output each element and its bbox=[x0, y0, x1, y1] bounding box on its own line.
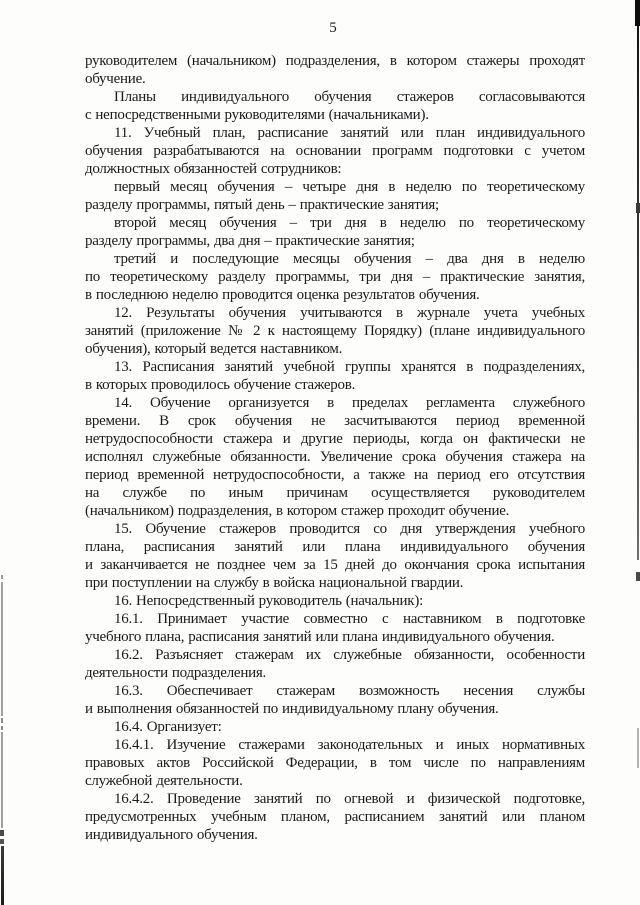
text-line: правовых актов Российской Федерации, в том числе по направлениям bbox=[85, 755, 585, 771]
text-line: (начальником) подразделения, в котором стажер проходит обучение. bbox=[85, 503, 510, 519]
text-line: разделу программы, два дня – практические занятия; bbox=[85, 233, 415, 249]
paragraph bbox=[85, 124, 585, 178]
text-line: и заканчивается не позднее чем за 15 дней до окончания срока испытания bbox=[85, 557, 585, 573]
text-line: 13. Расписания занятий учебной группы хранятся в подразделениях, bbox=[114, 359, 585, 375]
text-line: третий и последующие месяцы обучения – два дня в неделю bbox=[114, 251, 585, 267]
paragraph bbox=[85, 718, 585, 736]
page-number: 5 bbox=[329, 20, 337, 36]
document-body bbox=[85, 52, 585, 844]
text-line: обучение. bbox=[85, 71, 146, 87]
paragraph bbox=[85, 520, 585, 592]
text-line: 16. Непосредственный руководитель (начальник): bbox=[114, 593, 423, 609]
text-line: служебной деятельности. bbox=[85, 773, 243, 789]
text-line: 16.4.1. Изучение стажерами законодательных и иных нормативных bbox=[114, 737, 585, 753]
text-line: 16.4. Организует: bbox=[114, 719, 222, 735]
scan-artifact-right-line bbox=[637, 26, 639, 560]
text-line: 16.3. Обеспечивает стажерам возможность несения службы bbox=[114, 683, 585, 699]
paragraph bbox=[85, 214, 585, 250]
paragraph bbox=[85, 592, 585, 610]
text-line: по теоретическому разделу программы, три дня – практические занятия, bbox=[85, 269, 585, 285]
text-line: в которых проводилось обучение стажеров. bbox=[85, 377, 356, 393]
text-line: исполнял служебные обязанности. Увеличение срока обучения стажера на bbox=[85, 449, 585, 465]
text-line: с непосредственными руководителями (начальниками). bbox=[85, 107, 429, 123]
paragraph bbox=[85, 736, 585, 790]
scan-artifact-left-dash bbox=[1, 718, 3, 723]
text-line: нетрудоспособности стажера и другие периоды, когда он фактически не bbox=[85, 431, 585, 447]
text-line: период временной нетрудоспособности, а также на период его отсутствия bbox=[85, 467, 585, 483]
paragraph bbox=[85, 52, 585, 88]
scan-artifact-left-dash bbox=[1, 726, 3, 730]
text-line: индивидуального обучения. bbox=[85, 827, 258, 843]
text-line: учебного плана, расписания занятий или плана индивидуального обучения. bbox=[85, 629, 555, 645]
scan-artifact-left-bottom-bar bbox=[1, 846, 4, 905]
paragraph bbox=[85, 646, 585, 682]
text-line: руководителем (начальником) подразделения, в котором стажеры проходят bbox=[85, 53, 585, 69]
paragraph bbox=[85, 682, 585, 718]
text-line: и выполнения обязанностей по индивидуальному плану обучения. bbox=[85, 701, 499, 717]
text-line: 16.2. Разъясняет стажерам их служебные обязанности, особенности bbox=[114, 647, 585, 663]
scan-artifact-right-tick bbox=[636, 203, 640, 213]
text-line: обучения), который ведется наставником. bbox=[85, 341, 343, 357]
paragraph bbox=[85, 358, 585, 394]
paragraph bbox=[85, 178, 585, 214]
text-line: 11. Учебный план, расписание занятий или план индивидуального bbox=[114, 125, 585, 141]
text-line: второй месяц обучения – три дня в неделю по теоретическому bbox=[114, 215, 585, 231]
text-line: на службе по иным причинам осуществляется руководителем bbox=[85, 485, 585, 501]
text-line: при поступлении на службу в войска национальной гвардии. bbox=[85, 575, 464, 591]
text-line: разделу программы, пятый день – практические занятия; bbox=[85, 197, 439, 213]
text-line: 15. Обучение стажеров проводится со дня утверждения учебного bbox=[114, 521, 585, 537]
text-line: должностных обязанностей сотрудников: bbox=[85, 161, 342, 177]
text-line: 16.1. Принимает участие совместно с наставником в подготовке bbox=[114, 611, 585, 627]
text-line: предусмотренных учебным планом, расписанием занятий или планом bbox=[85, 809, 585, 825]
scan-artifact-left-line bbox=[1, 732, 3, 828]
paragraph bbox=[85, 88, 585, 124]
text-line: плана, расписания занятий или плана индивидуального обучения bbox=[85, 539, 585, 555]
text-line: первый месяц обучения – четыре дня в неделю по теоретическому bbox=[114, 179, 585, 195]
text-line: Планы индивидуального обучения стажеров согласовываются bbox=[114, 89, 585, 105]
paragraph bbox=[85, 610, 585, 646]
text-line: деятельности подразделения. bbox=[85, 665, 267, 681]
text-line: обучения разрабатываются на основании программ подготовки с учетом bbox=[85, 143, 585, 159]
scan-artifact-right-tick bbox=[636, 572, 640, 581]
text-line: занятий (приложение № 2 к настоящему Порядку) (плане индивидуального bbox=[85, 323, 585, 339]
scan-artifact-left-dash bbox=[0, 839, 4, 844]
text-line: 16.4.2. Проведение занятий по огневой и физической подготовке, bbox=[114, 791, 585, 807]
paragraph bbox=[85, 304, 585, 358]
paragraph bbox=[85, 394, 585, 520]
text-line: 14. Обучение организуется в пределах регламента служебного bbox=[114, 395, 585, 411]
paragraph bbox=[85, 790, 585, 844]
text-line: 12. Результаты обучения учитываются в журнале учета учебных bbox=[114, 305, 585, 321]
scan-artifact-left-dash bbox=[0, 830, 4, 836]
scan-artifact-left-dot bbox=[1, 575, 3, 579]
paragraph bbox=[85, 250, 585, 304]
scan-artifact-left-line bbox=[1, 582, 3, 716]
text-line: времени. В срок обучения не засчитываются период временной bbox=[85, 413, 585, 429]
text-line: в последнюю неделю проводится оценка результатов обучения. bbox=[85, 287, 480, 303]
scan-artifact-right-faint-line bbox=[637, 728, 639, 768]
